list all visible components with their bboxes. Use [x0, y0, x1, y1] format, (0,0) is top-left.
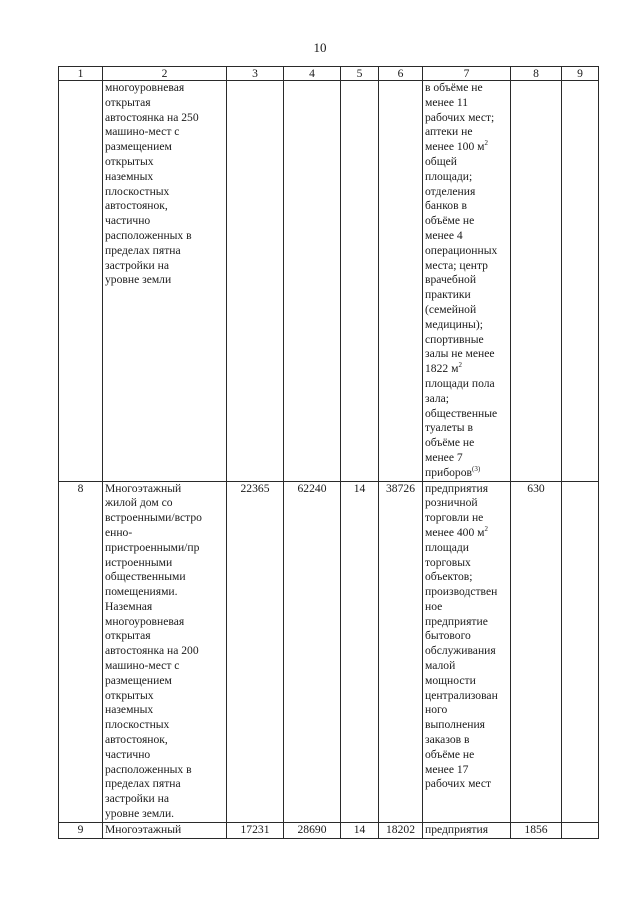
facilities-line: заказов в — [425, 733, 470, 747]
column-header: 5 — [341, 67, 379, 81]
object-name-line: открытых — [105, 154, 154, 168]
column-header: 6 — [379, 67, 423, 81]
object-name-line: пределах пятна — [105, 243, 181, 257]
table-row — [59, 822, 599, 838]
facilities-line: торговли не — [425, 511, 484, 525]
object-name-line: машино-мест с — [105, 125, 180, 139]
facilities-line: площади пола — [425, 376, 495, 390]
facilities-line: объектов; — [425, 570, 473, 584]
column-header: 1 — [59, 67, 103, 81]
value-cell-9 — [562, 81, 599, 482]
facilities-line: туалеты в — [425, 421, 473, 435]
facilities-line: предприятия — [425, 822, 489, 836]
object-name-line: енно- — [105, 525, 133, 539]
facilities-line: предприятие — [425, 614, 488, 628]
facilities-line: менее 4 — [425, 228, 463, 242]
object-name-line: жилой дом со — [105, 496, 173, 510]
object-name-cell — [103, 481, 227, 822]
facilities-cell — [423, 822, 511, 838]
facilities-cell — [423, 81, 511, 482]
facilities-line: площади; — [425, 169, 473, 183]
object-name-line: общественными — [105, 570, 186, 584]
object-name-line: уровне земли. — [105, 807, 175, 821]
facilities-line: спортивные — [425, 332, 484, 346]
facilities-line: рабочих мест — [425, 777, 492, 791]
object-name-line: застройки на — [105, 792, 169, 806]
value-cell-5: 14 — [341, 481, 379, 822]
facilities-line: объёме не — [425, 747, 475, 761]
value-cell-4: 62240 — [284, 481, 341, 822]
superscript: 2 — [484, 525, 489, 534]
facilities-line: мощности — [425, 673, 476, 687]
facilities-line: ное — [425, 599, 443, 613]
facilities-line: менее 17 — [425, 762, 469, 776]
facilities-line: бытового — [425, 629, 471, 643]
object-name-line: размещением — [105, 140, 172, 154]
facilities-line: общей — [425, 154, 457, 168]
facilities-line: предприятия — [425, 481, 489, 495]
facilities-line: менее 7 — [425, 450, 463, 464]
facilities-line: в объёме не — [425, 81, 483, 94]
column-header: 9 — [562, 67, 599, 81]
facilities-line: отделения — [425, 184, 476, 198]
facilities-line: производствен — [425, 585, 498, 599]
facilities-line: торговых — [425, 555, 471, 569]
object-name-line: размещением — [105, 673, 172, 687]
facilities-line: 1822 $м^2$ — [425, 361, 462, 376]
object-name-line: застройки на — [105, 258, 169, 272]
table-row — [59, 81, 599, 482]
column-header: 8 — [511, 67, 562, 81]
object-name-line: автостоянок, — [105, 733, 168, 747]
data-table — [58, 66, 599, 839]
column-header: 3 — [227, 67, 284, 81]
object-name-line: расположенных в — [105, 228, 192, 242]
facilities-line: банков в — [425, 199, 467, 213]
object-name-line: помещениями. — [105, 585, 178, 599]
object-name-line: расположенных в — [105, 762, 192, 776]
facilities-line: приборов$^{(3)}$ — [425, 464, 481, 479]
facilities-line: врачебной — [425, 273, 477, 287]
object-name-line: машино-мест с — [105, 659, 180, 673]
column-header: 4 — [284, 67, 341, 81]
facilities-line: операционных — [425, 243, 498, 257]
value-cell-9 — [562, 822, 599, 838]
facilities-cell — [423, 481, 511, 822]
facilities-line: менее 400 $м^2$ — [425, 525, 489, 539]
object-name-line: наземных — [105, 703, 154, 717]
object-name-line: Многоэтажный — [105, 822, 182, 836]
superscript: (3) — [471, 464, 481, 473]
object-name-line: многоуровневая — [105, 614, 185, 628]
column-header: 7 — [423, 67, 511, 81]
object-name-line: наземных — [105, 169, 154, 183]
value-cell-5: 14 — [341, 822, 379, 838]
object-name-line: пределах пятна — [105, 777, 181, 791]
table-row — [59, 481, 599, 822]
object-name-line: плоскостных — [105, 718, 170, 732]
facilities-line: обслуживания — [425, 644, 496, 658]
facilities-line: объёме не — [425, 436, 475, 450]
object-name-line: уровне земли — [105, 273, 172, 287]
facilities-line: объёме не — [425, 214, 475, 228]
value-cell-4: 28690 — [284, 822, 341, 838]
header-row — [59, 67, 599, 81]
object-name-line: открытая — [105, 95, 151, 109]
object-name-line: Многоэтажный — [105, 481, 182, 495]
facilities-line: менее 11 — [425, 95, 469, 109]
object-name-line: открытая — [105, 629, 151, 643]
facilities-line: аптеки не — [425, 125, 473, 139]
value-cell-9 — [562, 481, 599, 822]
superscript: 2 — [458, 361, 462, 370]
page-number: 10 — [313, 40, 327, 55]
object-name-cell — [103, 81, 227, 482]
row-number — [59, 81, 103, 482]
object-name-line: частично — [105, 214, 151, 228]
object-name-line: многоуровневая — [105, 81, 185, 94]
object-name-line: плоскостных — [105, 184, 170, 198]
value-cell-4 — [284, 81, 341, 482]
value-cell-8: 1856 — [511, 822, 562, 838]
value-cell-3 — [227, 81, 284, 482]
facilities-line: практики — [425, 288, 471, 302]
value-cell-8: 630 — [511, 481, 562, 822]
facilities-line: площади — [425, 540, 469, 554]
value-cell-3: 17231 — [227, 822, 284, 838]
facilities-line: централизован — [425, 688, 498, 702]
object-name-line: автостоянок, — [105, 199, 168, 213]
facilities-line: зала; — [425, 391, 449, 405]
facilities-line: выполнения — [425, 718, 485, 732]
value-cell-5 — [341, 81, 379, 482]
facilities-line: розничной — [425, 496, 478, 510]
row-number: 9 — [59, 822, 103, 838]
object-name-line: частично — [105, 747, 151, 761]
facilities-line: ного — [425, 703, 448, 717]
object-name-line: автостоянка на 250 — [105, 110, 199, 124]
object-name-line: Наземная — [105, 599, 153, 613]
object-name-line: автостоянка на 200 — [105, 644, 199, 658]
facilities-line: медицины); — [425, 317, 483, 331]
object-name-line: встроенными/встро — [105, 511, 202, 525]
object-name-line: открытых — [105, 688, 154, 702]
value-cell-6: 38726 — [379, 481, 423, 822]
value-cell-6 — [379, 81, 423, 482]
superscript: 2 — [484, 139, 489, 148]
object-name-line: пристроенными/пр — [105, 540, 200, 554]
facilities-line: (семейной — [425, 302, 477, 316]
object-name-line: истроенными — [105, 555, 173, 569]
object-name-cell — [103, 822, 227, 838]
facilities-line: места; центр — [425, 258, 488, 272]
facilities-line: залы не менее — [425, 347, 495, 361]
facilities-line: общественные — [425, 406, 498, 420]
facilities-line: рабочих мест; — [425, 110, 495, 124]
facilities-line: менее 100 $м^2$ — [425, 139, 489, 154]
value-cell-6: 18202 — [379, 822, 423, 838]
facilities-line: малой — [425, 659, 456, 673]
column-header: 2 — [103, 67, 227, 81]
value-cell-3: 22365 — [227, 481, 284, 822]
row-number: 8 — [59, 481, 103, 822]
value-cell-8 — [511, 81, 562, 482]
